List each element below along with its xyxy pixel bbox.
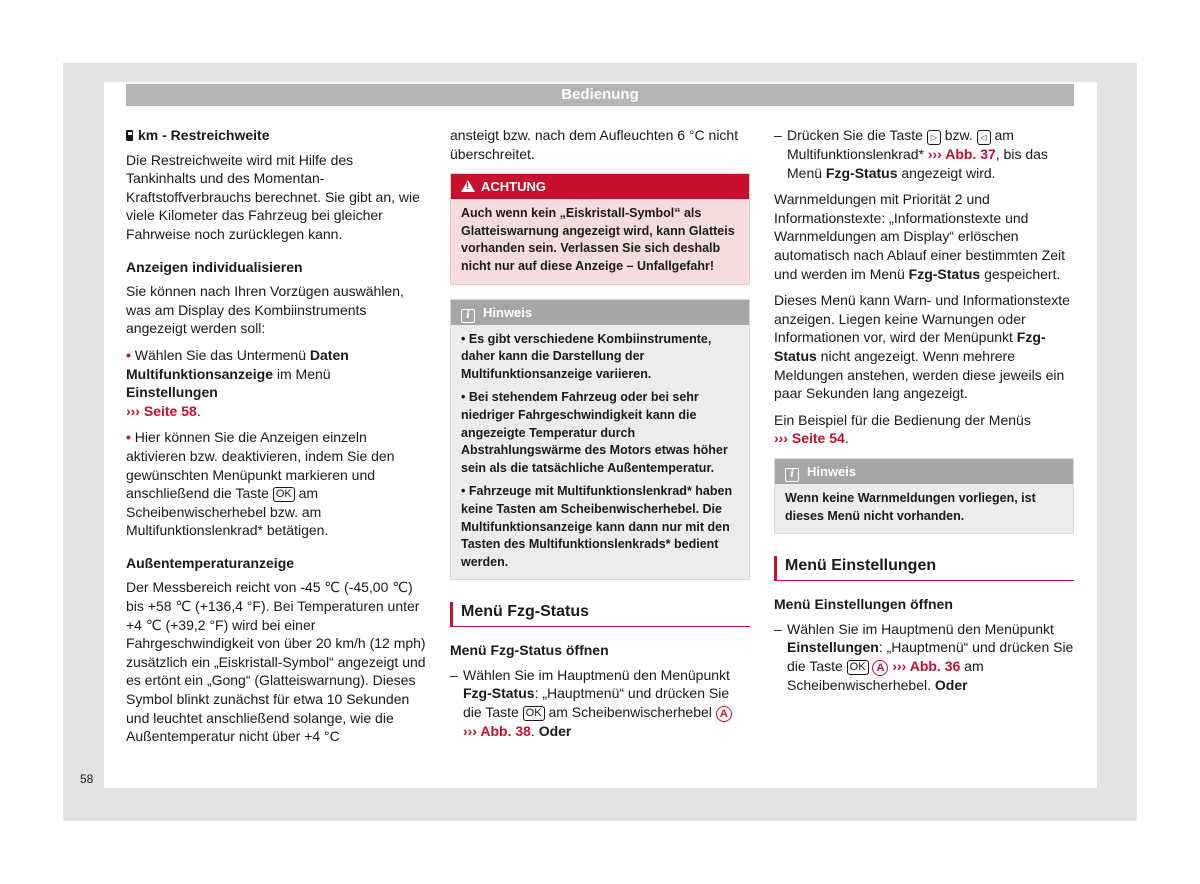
page-link[interactable]: ››› Seite 54: [774, 430, 845, 447]
arrow-right-key-icon: ▷: [927, 130, 941, 145]
warning-triangle-icon: [461, 180, 475, 192]
page-link[interactable]: ››› Seite 58: [126, 402, 197, 419]
note-item: • Bei stehendem Fahrzeug oder bei sehr niedriger Fahrgeschwindigkeit kann die angezeigte Temperatur durch Abstrahlungswärme des Motors etwas höher sein als die tatsächliche Außentemperatur.: [461, 390, 728, 475]
step-item: – Drücken Sie die Taste ▷ bzw. ◁ am Multifunktionslenkrad* ››› Abb. 37, bis das Menü Fzg-Status angezeigt wird.: [774, 127, 1048, 181]
open-heading-fzg-status: Menü Fzg-Status öffnen: [450, 642, 609, 659]
page-number: 58: [80, 772, 94, 786]
column-3: [774, 126, 1074, 702]
note-header: i Hinweis: [451, 300, 749, 325]
page-header: Bedienung: [126, 84, 1074, 106]
figure-link[interactable]: ››› Abb. 37: [927, 146, 996, 162]
bullet-icon: •: [126, 346, 131, 363]
arrow-left-key-icon: ◁: [977, 130, 991, 145]
paragraph: Warnmeldungen mit Priorität 2 und Informationstexte: „Informationstexte und Warnmeldungen am Display“ erlöschen automatisch nach Ablauf einer bestimmten Zeit und werden im Menü Fzg-Status gespeichert.: [774, 191, 1066, 282]
warning-header: !ACHTUNG: [451, 174, 749, 199]
range-text: Die Restreichweite wird mit Hilfe des Tankinhalts und des Momentan-Kraftstoffverbrauchs berechnet. Sie gibt an, wie viele Kilometer das Fahrzeug bei gleicher Fahrweise noch zurücklegen kann.: [126, 151, 420, 242]
note-body: [451, 325, 749, 580]
callout-a-icon: A: [716, 706, 732, 722]
range-heading: km - Restreichweite: [126, 126, 426, 145]
callout-a-icon: A: [872, 660, 888, 676]
step-item: – Wählen Sie im Hauptmenü den Menüpunkt Einstellungen: „Hauptmenü“ und drücken Sie die Taste OK A ››› Abb. 36 am Scheibenwischerhebel. Oder: [774, 620, 1074, 693]
custom-text: Sie können nach Ihren Vorzügen auswählen, was am Display des Kombiinstruments angezeigt werden soll:: [126, 283, 404, 337]
note-box: [450, 299, 750, 581]
column-2: [450, 126, 750, 749]
bullet-icon: •: [126, 429, 131, 446]
info-icon: i: [785, 468, 799, 482]
note-item: • Fahrzeuge mit Multifunktionslenkrad* haben keine Tasten am Scheibenwischerhebel. Die Multifunktionsanzeige kann dann nur mit den Tasten des Multifunktionslenkrads* bedient werden.: [461, 484, 733, 569]
temp-text-continued: ansteigt bzw. nach dem Aufleuchten 6 °C nicht überschreitet.: [450, 127, 739, 162]
note-item: • Es gibt verschiedene Kombiinstrumente, daher kann die Darstellung der Multifunktionsanzeige variieren.: [461, 331, 712, 381]
section-heading-fzg-status: Menü Fzg-Status: [450, 602, 750, 627]
figure-link[interactable]: ››› Abb. 36: [892, 657, 961, 674]
warning-box: [450, 173, 750, 284]
column-1: [126, 126, 426, 754]
ok-key-icon: OK: [273, 487, 295, 502]
note-body: Wenn keine Warnmeldungen vorliegen, ist dieses Menü nicht vorhanden.: [785, 490, 1036, 523]
custom-heading: Anzeigen individualisieren: [126, 258, 303, 275]
bullet-item-1: • Wählen Sie das Untermenü Daten Multifunktionsanzeige im Menü Einstellungen ››› Seite 58.: [126, 346, 349, 419]
open-heading-einstellungen: Menü Einstellungen öffnen: [774, 596, 953, 613]
figure-link[interactable]: ››› Abb. 38: [463, 723, 531, 740]
ok-key-icon: OK: [847, 660, 869, 675]
warning-body: Auch wenn kein „Eiskristall-Symbol“ als Glatteiswarnung angezeigt wird, kann Glatteis vorhanden sein. Verlassen Sie sich deshalb nicht nur auf diese Anzeige – Unfallgefahr!: [461, 206, 735, 273]
temp-heading: Außentemperaturanzeige: [126, 554, 295, 571]
note-header: i Hinweis: [775, 459, 1073, 484]
temp-text: Der Messbereich reicht von -45 ℃ (-45,00 ℃) bis +58 ℃ (+136,4 °F). Bei Temperaturen unter +4 ℃ (+39,2 °F) wird bei einer Fahrgeschwindigkeit von über 20 km/h (12 mph) zusätzlich ein „Eiskristall-Symbol“ angezeigt und es ertönt ein „Gong“ (Glatteiswarnung). Dieses Symbol blinkt zunächst für etwa 10 Sekunden und leuchtet anschließend solange, wie die Außentemperatur nicht über +4 °C: [126, 579, 426, 745]
section-heading-einstellungen: Menü Einstellungen: [774, 556, 1074, 581]
note-box: [774, 458, 1074, 534]
bullet-item-2: • Hier können Sie die Anzeigen einzeln aktivieren bzw. deaktivieren, indem Sie den gewünschten Menüpunkt markieren und anschließend die Taste OK am Scheibenwischerhebel bzw. am Multifunktionslenkrad* betätigen.: [126, 429, 395, 539]
info-icon: i: [461, 309, 475, 323]
step-item: – Wählen Sie im Hauptmenü den Menüpunkt Fzg-Status: „Hauptmenü“ und drücken Sie die Taste OK am Scheibenwischerhebel A ››› Abb. 38. Oder: [450, 666, 730, 740]
ok-key-icon: OK: [523, 706, 545, 721]
fuel-pump-icon: [126, 130, 135, 141]
paragraph: Dieses Menü kann Warn- und Informationstexte anzeigen. Liegen keine Warnungen oder Informationen vor, wird der Menüpunkt Fzg-Status nicht angezeigt. Wenn mehrere Meldungen anstehen, werden diese jeweils ein paar Sekunden lang angezeigt.: [774, 292, 1070, 402]
paragraph: Ein Beispiel für die Bedienung der Menüs ››› Seite 54.: [774, 411, 1031, 447]
